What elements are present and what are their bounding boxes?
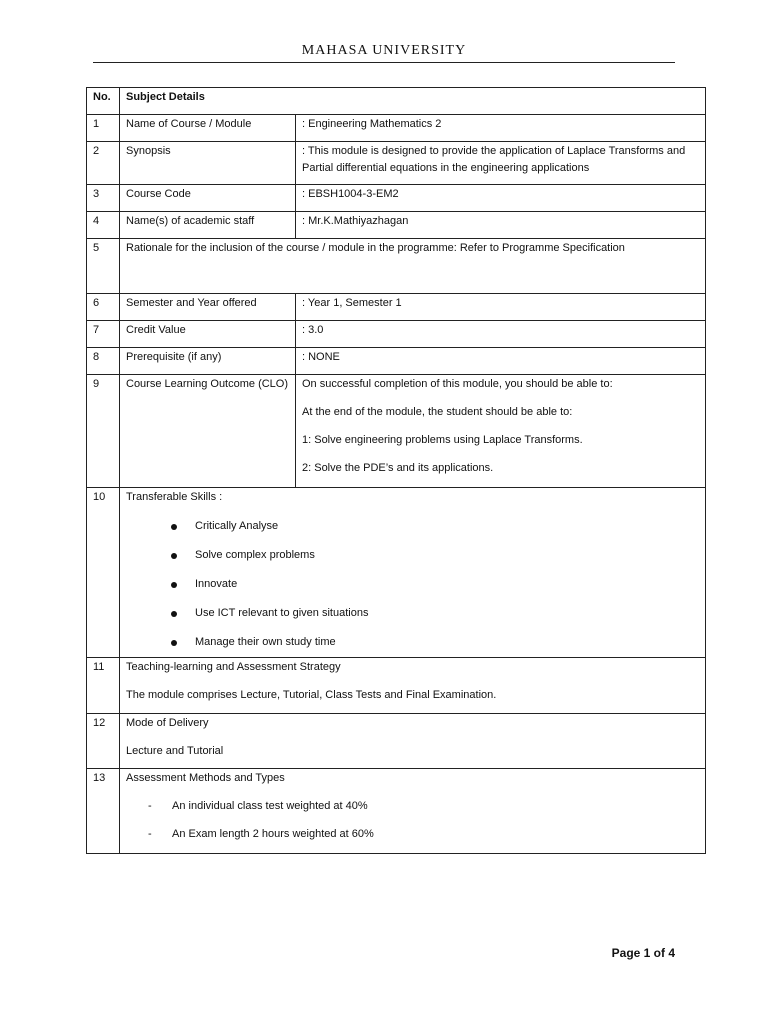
bullet-icon <box>171 524 177 530</box>
list-item: Solve complex problems <box>126 547 700 564</box>
row-value: : 3.0 <box>296 321 706 348</box>
row-label: Name(s) of academic staff <box>120 212 296 239</box>
row-number: 11 <box>87 658 120 714</box>
column-header-no: No. <box>87 88 120 115</box>
row-number: 10 <box>87 488 120 658</box>
page-number: Page 1 of 4 <box>611 946 675 960</box>
list-item: Use ICT relevant to given situations <box>126 605 700 622</box>
clo-intro: On successful completion of this module, you should be able to: <box>302 378 613 390</box>
table-row <box>87 142 706 185</box>
row-number: 6 <box>87 294 120 321</box>
row-number: 9 <box>87 375 120 488</box>
row-value: : This module is designed to provide the application of Laplace Transforms and Partial differential equations in the engineering applications <box>296 142 706 185</box>
assessment-cell <box>120 769 706 854</box>
dash-bullet-icon: - <box>148 800 152 812</box>
clo-outcome-1: 1: Solve engineering problems using Laplace Transforms. <box>302 434 583 446</box>
bullet-icon <box>171 611 177 617</box>
row-label: Credit Value <box>120 321 296 348</box>
table-row <box>87 375 706 488</box>
row-value: : EBSH1004-3-EM2 <box>296 185 706 212</box>
row-label: Course Code <box>120 185 296 212</box>
list-item: - An Exam length 2 hours weighted at 60% <box>126 826 700 843</box>
row-label: Mode of Delivery <box>126 717 209 729</box>
clo-outcome-2: 2: Solve the PDE’s and its applications. <box>302 462 494 474</box>
row-text: Lecture and Tutorial <box>126 745 224 757</box>
row-number: 12 <box>87 714 120 769</box>
skills-list <box>126 518 700 651</box>
list-item: Innovate <box>126 576 700 593</box>
table-row <box>87 239 706 294</box>
row-number: 7 <box>87 321 120 348</box>
row-label: Name of Course / Module <box>120 115 296 142</box>
row-value <box>296 375 706 488</box>
strategy-cell <box>120 658 706 714</box>
row-value: : Engineering Mathematics 2 <box>296 115 706 142</box>
row-text: Rationale for the inclusion of the course / module in the programme: Refer to Programme Specification <box>120 239 706 294</box>
table-row <box>87 212 706 239</box>
table-header-row <box>87 88 706 115</box>
header-divider <box>93 62 675 63</box>
table-row <box>87 658 706 714</box>
university-title: MAHASA UNIVERSITY <box>301 43 467 58</box>
table-row <box>87 488 706 658</box>
row-label: Course Learning Outcome (CLO) <box>120 375 296 488</box>
row-label: Synopsis <box>120 142 296 185</box>
list-item: - An individual class test weighted at 40% <box>126 798 700 815</box>
row-label: Assessment Methods and Types <box>126 772 285 784</box>
bullet-icon <box>171 640 177 646</box>
row-number: 3 <box>87 185 120 212</box>
table-row <box>87 185 706 212</box>
row-number: 13 <box>87 769 120 854</box>
row-number: 2 <box>87 142 120 185</box>
row-number: 8 <box>87 348 120 375</box>
bullet-icon <box>171 582 177 588</box>
row-label: Transferable Skills : <box>126 491 223 503</box>
table-row <box>87 348 706 375</box>
table-row <box>87 769 706 854</box>
row-value: : Mr.K.Mathiyazhagan <box>296 212 706 239</box>
clo-lead: At the end of the module, the student should be able to: <box>302 406 573 418</box>
assessment-list <box>126 798 700 843</box>
list-item: Manage their own study time <box>126 634 700 651</box>
dash-bullet-icon: - <box>148 828 152 840</box>
row-number: 5 <box>87 239 120 294</box>
delivery-cell <box>120 714 706 769</box>
table-row <box>87 294 706 321</box>
transferable-skills-cell <box>120 488 706 658</box>
row-number: 4 <box>87 212 120 239</box>
list-item: Critically Analyse <box>126 518 700 535</box>
row-value: : NONE <box>296 348 706 375</box>
row-text: The module comprises Lecture, Tutorial, Class Tests and Final Examination. <box>126 689 497 701</box>
table-row <box>87 321 706 348</box>
row-value: : Year 1, Semester 1 <box>296 294 706 321</box>
row-label: Teaching-learning and Assessment Strategy <box>126 661 341 673</box>
row-number: 1 <box>87 115 120 142</box>
table-row <box>87 714 706 769</box>
row-label: Semester and Year offered <box>120 294 296 321</box>
bullet-icon <box>171 553 177 559</box>
course-details-table <box>86 87 706 854</box>
column-header-subject-details: Subject Details <box>120 88 706 115</box>
table-row <box>87 115 706 142</box>
row-label: Prerequisite (if any) <box>120 348 296 375</box>
